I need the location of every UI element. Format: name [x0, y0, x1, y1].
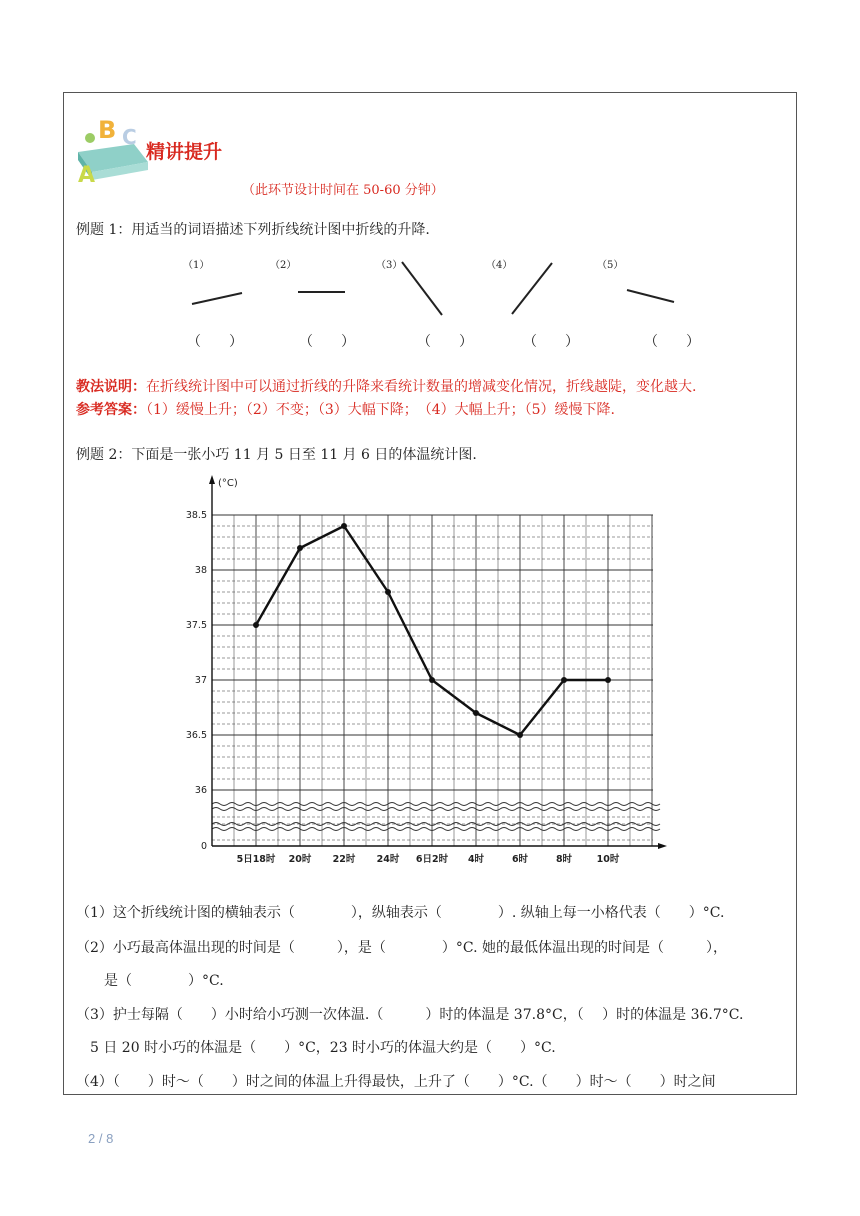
- line-label-2: （2）: [270, 260, 297, 271]
- reference-answer-label: 参考答案：: [76, 402, 146, 418]
- trend-line-4: [512, 263, 552, 314]
- axis-break-wave: [212, 808, 660, 811]
- data-point: [473, 710, 479, 716]
- y-tick-label: 37: [194, 675, 207, 686]
- data-point: [561, 677, 567, 683]
- svg-text:B: B: [98, 116, 117, 144]
- answer-blank-1[interactable]: （ ）: [187, 334, 243, 350]
- teaching-note: [76, 376, 696, 396]
- x-tick-label: 4时: [467, 854, 485, 865]
- y-tick-label: 36: [194, 785, 207, 796]
- x-tick-label: 10时: [596, 854, 620, 865]
- question-1: （1）这个折线统计图的横轴表示（ ），纵轴表示（ ）. 纵轴上每一小格代表（ ）°C.: [76, 905, 725, 921]
- teaching-note-label: 教法说明：: [76, 379, 146, 395]
- x-tick-label: 5日18时: [236, 854, 276, 865]
- example1-prompt: 例题 1：用适当的词语描述下列折线统计图中折线的升降.: [76, 222, 430, 238]
- x-tick-labels: [237, 853, 620, 865]
- data-point: [605, 677, 611, 683]
- answer-blank-2[interactable]: （ ）: [299, 334, 355, 350]
- x-tick-label: 22时: [332, 854, 356, 865]
- teaching-note-text: 在折线统计图中可以通过折线的升降来看统计数量的增减变化情况，折线越陡，变化越大.: [146, 379, 697, 395]
- example2-prompt: 例题 2：下面是一张小巧 11 月 5 日至 11 月 6 日的体温统计图.: [76, 447, 477, 463]
- section-subtitle: （此环节设计时间在 50-60 分钟）: [242, 183, 444, 198]
- data-point: [429, 677, 435, 683]
- chart-axes: [209, 475, 667, 849]
- x-tick-label: 8时: [555, 854, 573, 865]
- x-tick-label: 20时: [288, 854, 312, 865]
- y-tick-label: 38: [194, 565, 207, 576]
- answer-blank-5[interactable]: （ ）: [644, 334, 700, 350]
- axis-break-wave: [212, 803, 660, 806]
- x-axis-arrow-icon: [658, 843, 667, 849]
- reference-answer-text: （1）缓慢上升；（2）不变；（3）大幅下降； （4）大幅上升；（5）缓慢下降.: [146, 402, 615, 418]
- line-label-1: （1）: [183, 260, 210, 271]
- example1-lines: [180, 260, 690, 320]
- line-label-4: （4）: [486, 260, 513, 271]
- question-2: （2）小巧最高体温出现的时间是（ ），是（ ）°C. 她的最低体温出现的时间是（ ），: [76, 940, 728, 956]
- svg-text:C: C: [122, 125, 137, 149]
- y-tick-label: 36.5: [185, 730, 207, 741]
- trend-line-1: [192, 293, 242, 304]
- y-tick-labels: [186, 510, 207, 852]
- temperature-chart: [170, 470, 670, 870]
- question-2-continued: 是（ ）°C.: [76, 973, 224, 989]
- question-3-continued: 5 日 20 时小巧的体温是（ ）°C，23 时小巧的体温大约是（ ）°C.: [76, 1040, 556, 1056]
- line-label-3: （3）: [376, 260, 403, 271]
- question-4: （4）（ ）时～（ ）时之间的体温上升得最快，上升了（ ）°C.（ ）时～（ ）时之间: [76, 1074, 716, 1090]
- answer-blank-4[interactable]: （ ）: [523, 334, 579, 350]
- y-tick-label: 37.5: [185, 620, 207, 631]
- trend-line-5: [627, 290, 674, 302]
- line-label-5: （5）: [597, 260, 624, 271]
- page-number: 2 / 8: [88, 1131, 114, 1146]
- reference-answer: [76, 399, 615, 419]
- y-axis-arrow-icon: [209, 475, 215, 484]
- y-axis-unit-label: (°C): [218, 478, 238, 489]
- data-point: [517, 732, 523, 738]
- axis-break-wave: [212, 828, 660, 831]
- x-tick-label: 6时: [511, 854, 529, 865]
- data-point: [297, 545, 303, 551]
- abc-book-logo-icon: [72, 104, 152, 186]
- trend-line-3: [402, 262, 442, 315]
- data-point: [253, 622, 259, 628]
- question-3: （3）护士每隔（ ）小时给小巧测一次体温.（ ）时的体温是 37.8°C，（ ）时的体温是 36.7°C.: [76, 1007, 744, 1023]
- axis-break-waves: [212, 803, 660, 831]
- data-point: [385, 589, 391, 595]
- y-tick-label: 38.5: [185, 510, 207, 521]
- svg-text:A: A: [78, 163, 96, 186]
- answer-blank-3[interactable]: （ ）: [417, 334, 473, 350]
- data-point: [341, 523, 347, 529]
- x-tick-label: 24时: [376, 854, 400, 865]
- y-tick-label: 0: [200, 841, 207, 852]
- x-tick-label: 6日2时: [415, 854, 449, 865]
- section-title: 精讲提升: [146, 141, 223, 163]
